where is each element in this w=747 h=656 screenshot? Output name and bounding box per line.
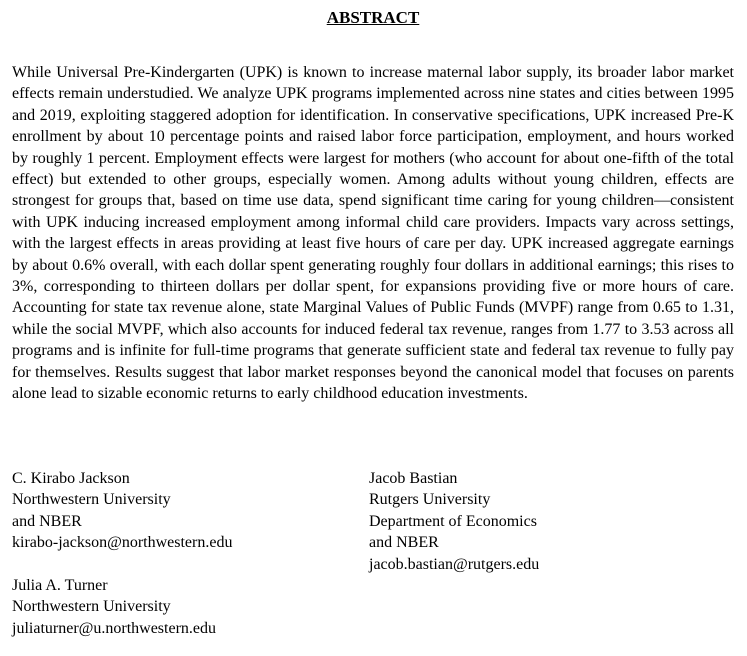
author-block-turner [12, 575, 216, 639]
author-block-jackson [12, 468, 232, 554]
author-name: C. Kirabo Jackson [12, 470, 130, 487]
author-email: kirabo-jackson@northwestern.edu [12, 534, 233, 552]
author-affiliation: Department of Economics [369, 512, 537, 530]
author-affiliation: Northwestern University [12, 598, 171, 616]
author-name: Julia A. Turner [12, 577, 108, 594]
author-block-bastian [369, 468, 539, 575]
author-name: Jacob Bastian [369, 470, 458, 487]
author-affiliation: and NBER [369, 534, 439, 552]
author-affiliation: and NBER [12, 512, 82, 530]
abstract-heading: ABSTRACT [326, 8, 420, 27]
author-email: juliaturner@u.northwestern.edu [12, 619, 217, 637]
abstract-body: While Universal Pre-Kindergarten (UPK) is known to increase maternal labor supply, its broader labor market effects remain understudied. We analyze UPK programs implemented across nine states and cities between 1995 and 2019, exploiting staggered adoption for identification. In conservative specifications, UPK increased Pre-K enrollment by about 10 percentage points and raised labor force participation, employment, and hours worked by roughly 1 percent. Employment effects were largest for mothers (who account for about one-fifth of the total effect) but extended to other groups, especially women. Among adults without young children, effects are strongest for groups that, based on time use data, spend significant time caring for young children—consistent with UPK inducing increased employment among informal child care providers. Impacts vary across settings, with the largest effects in areas providing at least five hours of care per day. UPK increased aggregate earnings by about 0.6% overall, with each dollar spent generating roughly four dollars in additional earnings; this rises to 3%, corresponding to thirteen dollars per dollar spent, for expansions providing five or more hours of care. Accounting for state tax revenue alone, state Marginal Values of Public Funds (MVPF) range from 0.65 to 1.31, while the social MVPF, which also accounts for induced federal tax revenue, ranges from 1.77 to 3.53 across all programs and is infinite for full-time programs that generate sufficient state and federal tax revenue to fully pay for themselves. Results suggest that labor market responses beyond the canonical model that focuses on parents alone lead to sizable economic returns to early childhood education investments. [12, 64, 734, 403]
author-affiliation: Rutgers University [369, 491, 491, 509]
author-email: jacob.bastian@rutgers.edu [369, 555, 540, 573]
author-affiliation: Northwestern University [12, 491, 171, 509]
